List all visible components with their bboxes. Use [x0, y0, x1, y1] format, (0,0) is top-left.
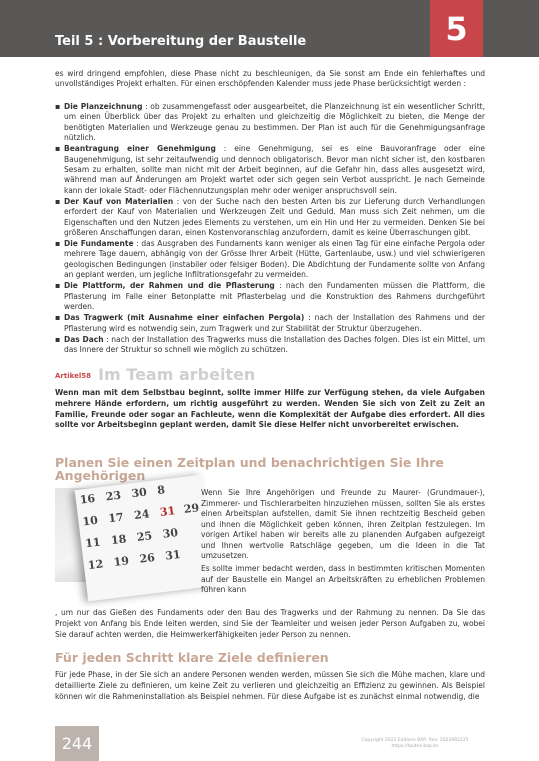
schedule-paragraph-1: Wenn Sie Ihre Angehörigen und Freunde zu Maurer- (Grundmauer-), Zimmerer- und Tischlerarbeiten hinzuziehen müssen, sollten Sie als erstes einen Arbeitsplan aufstellen, damit Sie ihnen rechtzeitig Bescheid geben und ihnen die Möglichkeit geben können, ihren Zeitplan festzulegen. Im vorigen Artikel haben wir bereits alle zu planenden Aufgaben aufgezeigt und Ihnen wertvolle Ratschläge gegeben, um die Ideen in die Tat umzusetzen. [201, 488, 485, 560]
phase-text: : nach der Installation des Tragwerks muss die Installation des Daches folgen. Dies ist ein Mittel, um das Innere der Struktur so schnell wie möglich zu schützen. [64, 334, 486, 354]
calendar-day: 12 [87, 557, 104, 573]
calendar-photo [55, 483, 200, 582]
bullet-icon: ▪ [55, 239, 61, 249]
schedule-paragraph-2: Es sollte immer bedacht werden, dass in bestimmten kritischen Momenten auf der Baustelle ein Mangel an Arbeitskräften zu erheblichen Problemen führen kann [201, 564, 485, 594]
copyright-link: https://toutes.bap.bs [391, 744, 439, 749]
bullet-icon: ▪ [55, 102, 61, 111]
bullet-icon: ▪ [55, 334, 61, 344]
phase-text: : nach der Installation des Rahmens und der Pflasterung wird es notwendig sein, zum Tragwerk und zur Stabilität der Struktur überzugehen. [64, 313, 485, 333]
calendar-day: 31 [164, 547, 182, 563]
section-title-goals: Für jeden Schritt klare Ziele definieren [55, 650, 329, 665]
phase-list [55, 102, 485, 356]
calendar-day: 8 [156, 483, 166, 498]
phase-term: Das Dach [64, 334, 104, 344]
calendar-day: 30 [161, 525, 179, 541]
section-title-schedule: Planen Sie einen Zeitplan und benachrichtigen Sie Ihre Angehörigen [55, 455, 444, 483]
phase-text: : ob zusammengefasst oder ausgearbeitet, die Planzeichnung ist ein wesentlicher Schritt, um einen Überblick über das Projekt zu erhalten und gleichzeitig die Möglichkeit zu bieten, die Menge der benötigten Materialien und Werkzeuge genau zu bestimmen. Der Plan ist auch für die Genehmigungsanfrage nützlich. [64, 102, 485, 143]
bullet-icon: ▪ [55, 281, 61, 291]
bullet-icon: ▪ [55, 313, 61, 323]
article-title: Im Team arbeiten [98, 365, 256, 384]
calendar-day: 11 [84, 535, 102, 551]
chapter-number-badge: 5 [430, 0, 483, 57]
phase-item [55, 239, 485, 281]
copyright-note [345, 738, 485, 750]
calendar-day: 25 [136, 529, 153, 544]
calendar-day: 18 [110, 532, 128, 548]
phase-item [55, 281, 485, 312]
goals-paragraph: Für jede Phase, in der Sie sich an andere Personen wenden werden, müssen Sie sich die Mühe machen, klare und detaillierte Ziele zu definieren, um keine Zeit zu verlieren und gleichzeitig an Effizienz zu gewinnen. Als Beispiel können wir die Rahmeninstallation als Beispiel nehmen. Für diese Aufgabe ist es zunächst einmal notwendig, die [55, 670, 485, 701]
phase-text: : nach den Fundamenten müssen die Plattform, die Pflasterung im Falle einer Betonplatte mit Pflasterbelag und die Konstruktion des Rahmens durchgeführt werden. [64, 281, 485, 312]
calendar-day: 19 [112, 554, 130, 569]
calendar-day: 29 [183, 501, 200, 517]
chapter-title: Teil 5 : Vorbereitung der Baustelle [55, 34, 307, 49]
phase-item [55, 144, 485, 196]
phase-item [55, 102, 485, 144]
phase-term: Der Kauf von Materialien [64, 196, 174, 206]
phase-item [55, 335, 485, 356]
phase-item [55, 313, 485, 334]
phase-term: Die Fundamente [64, 239, 134, 249]
calendar-day-highlight: 31 [159, 504, 176, 519]
copyright-line: Copyright 2022 Editions BAP, Rev: 2022082225 [361, 738, 469, 743]
calendar-day: 10 [81, 513, 99, 529]
phase-term: Beantragung einer Genehmigung [64, 144, 216, 154]
article-heading [55, 365, 255, 384]
phase-text: : eine Genehmigung, sei es eine Bauvoranfrage oder eine Baugenehmigung, ist sehr zeitaufwendig und dennoch obligatorisch. Bevor man nicht sicher ist, den kostbaren Sesam zu erhalten, sollte man nicht mit der Arbeit beginnen, auf die Gefahr hin, dass alles ausgesetzt wird, während man auf Änderungen am Projekt wartet oder sich gegen sein Verbot ausspricht. Je nach Gemeinde kann der lokale Stadt- oder Flächennutzungsplan mehr oder weniger anspruchsvoll sein. [64, 144, 486, 195]
calendar-sheet [75, 475, 216, 602]
phase-text: : das Ausgraben des Fundaments kann weniger als einen Tag für eine einfache Pergola oder mehrere Tage dauern, abhängig von der Grösse Ihrer Arbeit (Hütte, Gartenlaube, usw.) und viel schwierigeren geologischen Bedingungen (instabiler oder felsiger Boden). Die Abdichtung der Fundamente sollte von Anfang an geplant werden, um jegliche Infiltrationsgefahr zu vermeiden. [64, 239, 485, 280]
calendar-day: 23 [104, 488, 122, 504]
article-tag: Artikel58 [55, 372, 91, 380]
calendar-day: 17 [107, 510, 125, 526]
phase-item [55, 197, 485, 239]
phase-text: : von der Suche nach den besten Arten bis zur Lieferung durch Verhandlungen erfordert der Kauf von Materialien und Werkzeugen Zeit und Geduld. Man muss sich Zeit nehmen, um die Eigenschaften und den Nutzen jedes Elements zu verstehen, um ein Hin und Her zu vermeiden. Denken Sie bei größeren Anschaffungen daran, einen Kostenvoranschlag anzufordern, damit es keine Überraschungen gibt. [64, 196, 486, 238]
calendar-day: 24 [133, 507, 151, 523]
phase-term: Das Tragwerk (mit Ausnahme einer einfachen Pergola) [64, 313, 305, 323]
intro-paragraph: es wird dringend empfohlen, diese Phase nicht zu beschleunigen, da Sie sonst am Ende ein fehlerhaftes und unvollständiges Projekt erhalten. Für einen erschöpfenden Kalender muss jede Phase berücksichtigt werden : [55, 69, 485, 89]
calendar-day: 30 [130, 485, 148, 501]
phase-term: Die Planzeichnung [64, 102, 143, 111]
article-intro: Wenn man mit dem Selbstbau beginnt, sollte immer Hilfe zur Verfügung stehen, da viele Aufgaben mehrere Hände erfordern, um richtig ausgeführt zu werden. Wenden Sie sich von Zeit zu Zeit an Familie, Freunde oder sogar an Fachleute, wenn die Komplexität der Aufgabe dies erfordert. All dies sollte vor Arbeitsbeginn geplant werden, damit Sie diese Helfer nicht unvorbereitet erwischen. [55, 388, 485, 430]
phase-term: Die Plattform, der Rahmen und die Pflasterung [64, 281, 275, 291]
calendar-day: 26 [138, 551, 156, 566]
schedule-paragraph-3: , um nur das Gießen des Fundaments oder den Bau des Tragwerks und der Rahmung zu nennen. Da Sie das Projekt von Anfang bis Ende leiten werden, sind Sie der Teamleiter und weisen jeder Person Aufgaben zu, wobei Sie darauf achten werden, die Heimwerkerfähigkeiten jeder Person zu nennen. [55, 608, 485, 639]
bullet-icon: ▪ [55, 144, 61, 154]
bullet-icon: ▪ [55, 196, 61, 206]
page-number: 244 [55, 726, 99, 761]
calendar-day: 16 [79, 491, 96, 507]
